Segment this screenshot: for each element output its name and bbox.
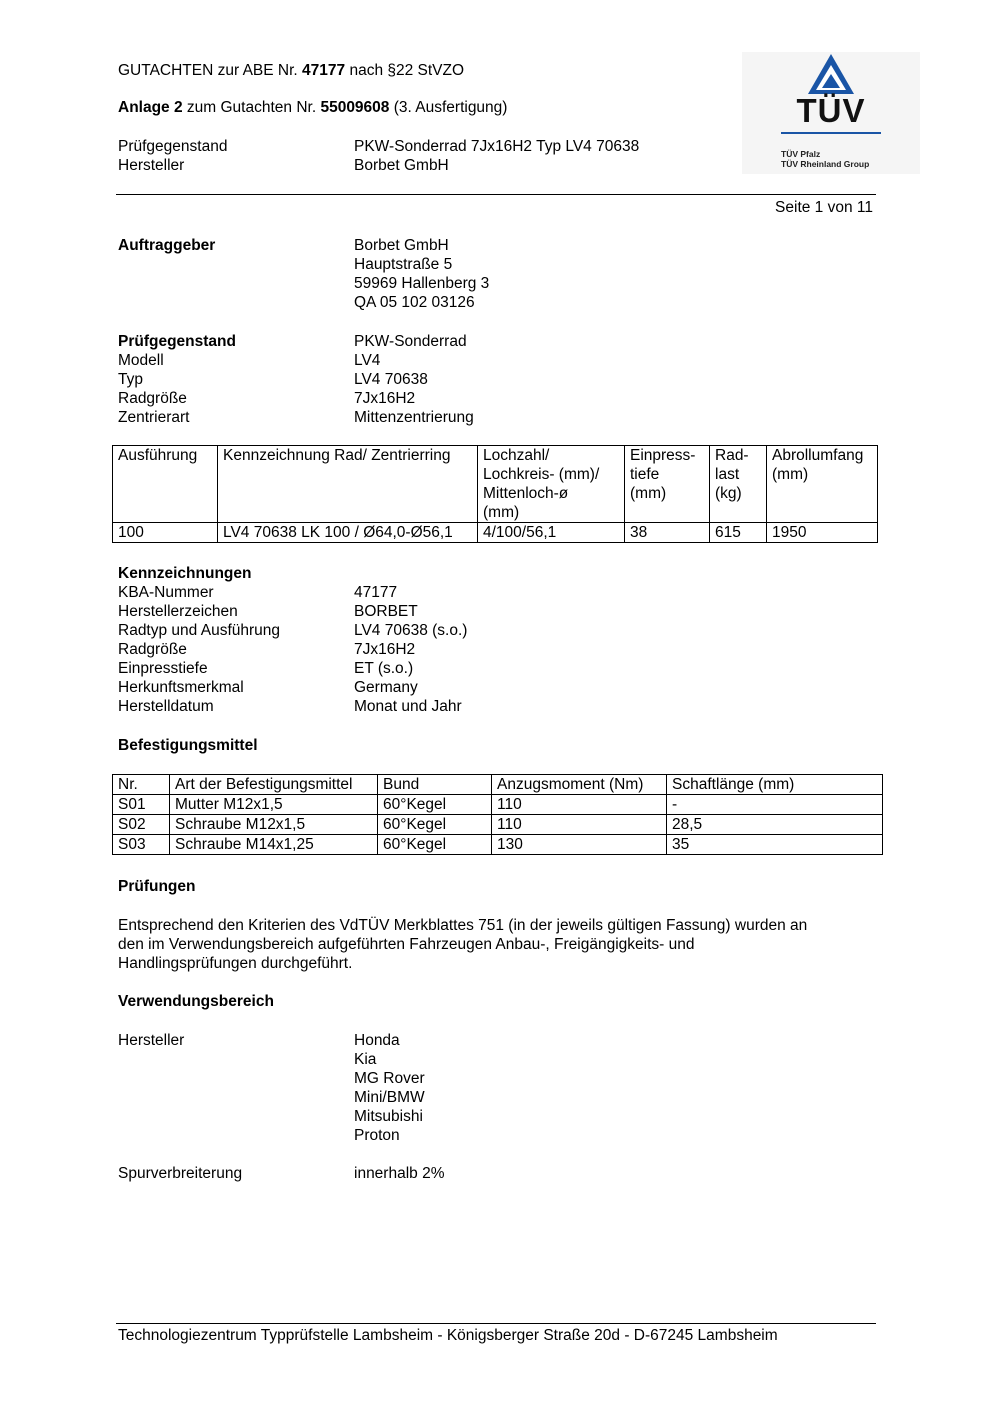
befestigung-title: Befestigungsmittel	[118, 737, 258, 754]
column-header: Nr.	[113, 775, 170, 795]
tuev-logo	[742, 52, 920, 174]
table-cell: LV4 70638 LK 100 / Ø64,0-Ø56,1	[218, 523, 478, 543]
pruefgegenstand-section: Prüfgegenstand PKW-Sonderrad Modell LV4 Typ LV4 70638 Radgröße 7Jx16H2 Zentrierart Mittenzentrierung	[118, 333, 474, 426]
table-cell: 100	[113, 523, 218, 543]
logo-subtitle-1: TÜV Pfalz	[781, 149, 821, 159]
column-header: Einpress- tiefe (mm)	[625, 446, 710, 523]
address-line: QA 05 102 03126	[354, 294, 475, 311]
footer-divider	[116, 1323, 876, 1324]
header-value: PKW-Sonderrad 7Jx16H2 Typ LV4 70638	[354, 138, 640, 155]
column-header: Abrollumfang (mm)	[767, 446, 878, 523]
wheel-spec-table	[112, 445, 878, 543]
list-item: Proton	[354, 1127, 400, 1144]
header-divider	[116, 194, 876, 195]
address-line: 59969 Hallenberg 3	[354, 275, 490, 292]
table-cell: 1950	[767, 523, 878, 543]
header-info	[118, 137, 639, 175]
pruefungen-title: Prüfungen	[118, 878, 196, 895]
logo-subtitle-2: TÜV Rheinland Group	[781, 159, 870, 169]
list-item: Mini/BMW	[354, 1089, 425, 1106]
column-header: Rad- last (kg)	[710, 446, 767, 523]
column-header: Art der Befestigungsmittel	[170, 775, 378, 795]
table-cell: 615	[710, 523, 767, 543]
list-item: Kia	[354, 1051, 377, 1068]
anlage-title: Anlage 2 zum Gutachten Nr. 55009608 (3. Ausfertigung)	[118, 99, 508, 116]
verwendungsbereich-title: Verwendungsbereich	[118, 993, 274, 1010]
column-header: Kennzeichnung Rad/ Zentrierring	[218, 446, 478, 523]
table-header-row	[113, 446, 878, 523]
column-header: Lochzahl/ Lochkreis- (mm)/ Mittenloch-ø (mm)	[478, 446, 625, 523]
footer-text: Technologiezentrum Typprüfstelle Lambsheim - Königsberger Straße 20d - D-67245 Lambsheim	[118, 1327, 778, 1344]
header-key: Hersteller	[118, 157, 185, 174]
table-row: S03 Schraube M14x1,25 60°Kegel 130 35	[113, 835, 883, 855]
column-header: Schaftlänge (mm)	[667, 775, 883, 795]
address-line: Hauptstraße 5	[354, 256, 453, 273]
spurverbreiterung-value: innerhalb 2%	[354, 1165, 445, 1182]
header-value: Borbet GmbH	[354, 157, 449, 174]
hersteller-label: Hersteller	[118, 1032, 185, 1049]
header-key: Prüfgegenstand	[118, 138, 228, 155]
table-row: S01 Mutter M12x1,5 60°Kegel 110 -	[113, 795, 883, 815]
section-title: Prüfgegenstand	[118, 333, 236, 350]
list-item: MG Rover	[354, 1070, 425, 1087]
list-item: Mitsubishi	[354, 1108, 423, 1125]
table-row	[113, 523, 878, 543]
auftraggeber-address	[354, 236, 489, 312]
list-item: Honda	[354, 1032, 400, 1049]
column-header: Ausführung	[113, 446, 218, 523]
abe-title: GUTACHTEN zur ABE Nr. 47177 nach §22 StVZO	[118, 62, 465, 79]
column-header: Bund	[378, 775, 492, 795]
column-header: Anzugsmoment (Nm)	[492, 775, 667, 795]
table-cell: 4/100/56,1	[478, 523, 625, 543]
kennzeichnungen-list: KBA-Nummer 47177 Herstellerzeichen BORBET Radtyp und Ausführung LV4 70638 (s.o.) Radgröße 7Jx16H2 Einpresstiefe ET (s.o.) Herkunftsmerkmal Germany Herstelldatum Monat und Jahr	[118, 584, 468, 715]
address-line: Borbet GmbH	[354, 237, 449, 254]
auftraggeber-label: Auftraggeber	[118, 237, 216, 254]
spurverbreiterung-label: Spurverbreiterung	[118, 1165, 243, 1182]
table-cell: 38	[625, 523, 710, 543]
fastener-table	[112, 774, 883, 855]
page-number: Seite 1 von 11	[775, 199, 873, 216]
hersteller-list	[354, 1031, 425, 1145]
pruefungen-text: Entsprechend den Kriterien des VdTÜV Merkblattes 751 (in der jeweils gültigen Fassung) wurden an den im Verwendungsbereich aufgeführten Fahrzeugen Anbau-, Freigängigkeits- und Handlingsprüfungen durchgeführt.	[118, 917, 808, 972]
table-row: S02 Schraube M12x1,5 60°Kegel 110 28,5	[113, 815, 883, 835]
logo-wordmark: TÜV	[796, 92, 866, 129]
table-header-row	[113, 775, 883, 795]
kennzeichnungen-title: Kennzeichnungen	[118, 565, 252, 582]
